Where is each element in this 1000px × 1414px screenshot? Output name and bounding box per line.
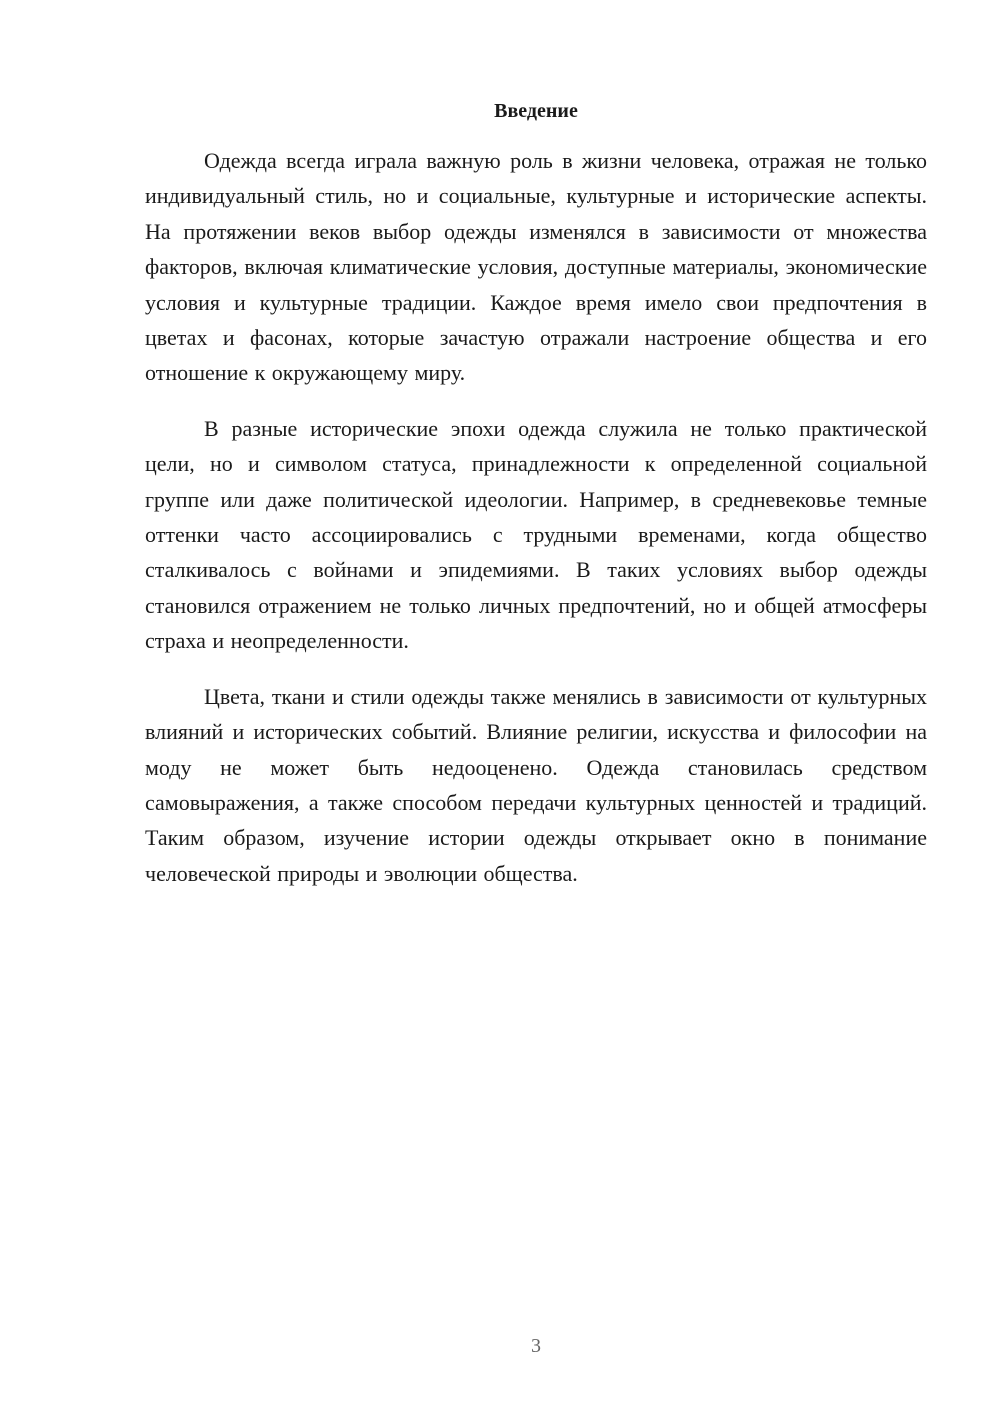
paragraph-2: В разные исторические эпохи одежда служила не только практической цели, но и символом статуса, принадлежности к определенной социальной группе или даже политической идеологии. Например, в средневековье темные оттенки часто ассоциировались с трудными временами, когда общество сталкивалось с войнами и эпидемиями. В таких условиях выбор одежды становился отражением не только личных предпочтений, но и общей атмосферы страха и неопределенности. <box>145 415 927 654</box>
paragraph-3: Цвета, ткани и стили одежды также менялись в зависимости от культурных влияний и исторических событий. Влияние религии, искусства и философии на моду не может быть недооценено. Одежда становилась средством самовыражения, а также способом передачи культурных ценностей и традиций. Таким образом, изучение истории одежды открывает окно в понимание человеческой природы и эволюции общества. <box>145 683 927 886</box>
body-text <box>145 143 927 891</box>
section-heading: Введение <box>494 100 578 122</box>
page-number: 3 <box>531 1335 541 1357</box>
paragraph-1: Одежда всегда играла важную роль в жизни человека, отражая не только индивидуальный стиль, но и социальные, культурные и исторические аспекты. На протяжении веков выбор одежды изменялся в зависимости от множества факторов, включая климатические условия, доступные материалы, экономические условия и культурные традиции. Каждое время имело свои предпочтения в цветах и фасонах, которые зачастую отражали настроение общества и его отношение к окружающему миру. <box>145 148 927 386</box>
